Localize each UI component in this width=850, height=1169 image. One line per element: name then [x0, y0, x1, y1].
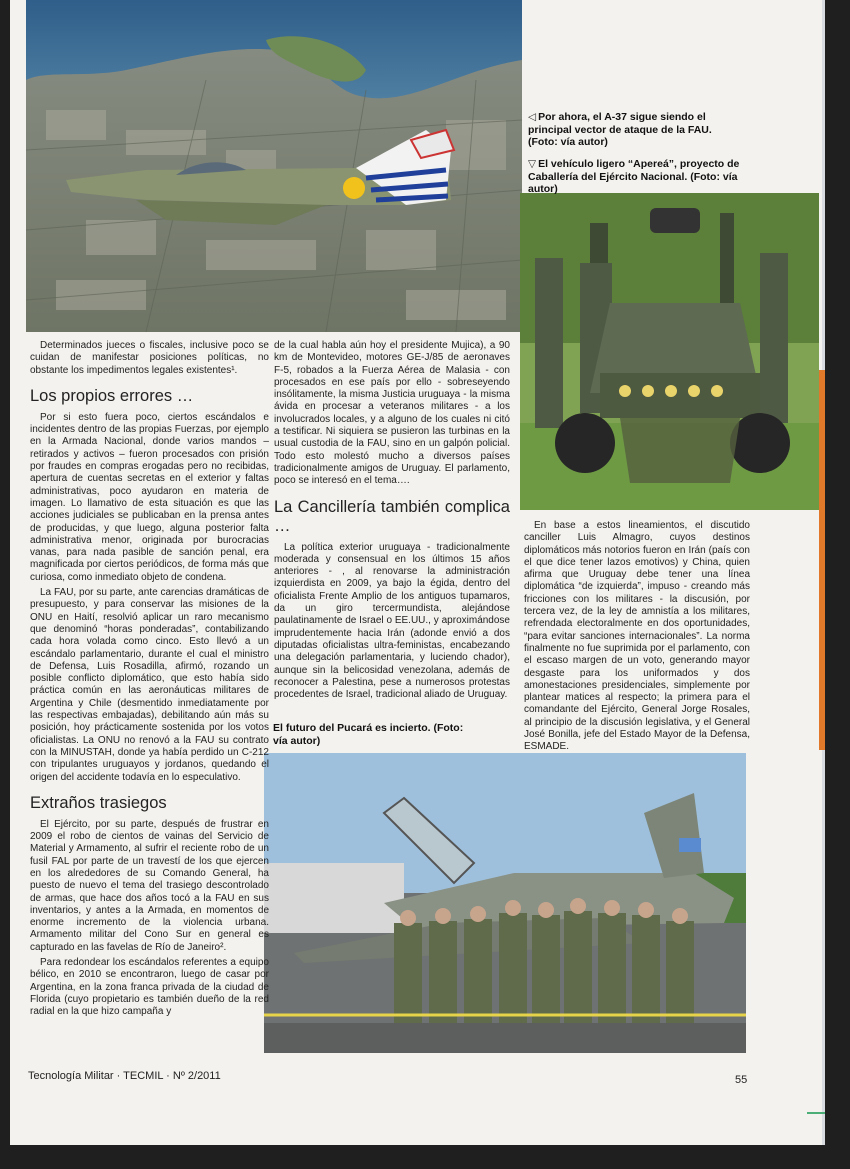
caption-pucara [273, 722, 473, 747]
heading-cancilleria: La Cancillería también complica … [274, 497, 510, 535]
paragraph-cancilleria: La política exterior uruguaya - tradicionalmente moderada y consensual en los últimos 15 años anteriores - , al renovarse la administración izquierdista en 2009, ya bajo la égida, dentro del oficialista Frente Amplio de los antiguos tupamaros, da un giro tercermundista, alejándose paulatinamente de Israel o EE.UU., y aproximándose imprudentemente hacia Irán (adonde envió a dos diputadas oficialistas ultra-feministas, encabezando una delegación parlamentaria, y luciendo chador), aunque sin la belicosidad venezolana, además de reconocer a Palestina, pese a numerosos protestas procedentes de Israel, tradicional aliado de Uruguay. [274, 541, 510, 701]
heading-errores: Los propios errores … [30, 386, 194, 405]
paragraph-trasiegos-1: El Ejército, por su parte, después de frustrar en 2009 el robo de cientos de vainas del Servicio de Material y Armamento, al sufrir el reciente robo de un fusil FAL por parte de un travestí de los que ejercen en los alrededores de su Comando General, ha puesto de nuevo el tema del trasiego descontrolado de armas, que hace dos años tocó a la FAU en sus inventarios, y antes a la Armada, en momentos de enorme incremento de la violencia urbana. Armamento militar del Cono Sur en general es capturado en las favelas de Río de Janeiro². [30, 818, 269, 953]
caption-vehicle-text: El vehículo ligero “Apereá”, proyecto de Caballería del Ejército Nacional. (Foto: vía autor) [528, 158, 740, 195]
caption-a37-text: Por ahora, el A-37 sigue siendo el principal vector de ataque de la FAU. (Foto: vía autor) [528, 111, 712, 148]
paragraph-continuation: de la cual habla aún hoy el presidente Mujica), a 90 km de Montevideo, motores GE-J/85 de aeronaves F-5, robados a la Fuerza Aérea de Malasia - con procesados en ese país por ello - sobreseyendo insólitamente, la misma Justicia uruguaya - la misma ávida en procesar a veteranos militares - a los involucrados locales, y a alguno de los cuales ni citó a testificar. Ni siquiera se pusieron las turbinas en la usual custodia de la FAU, sino en un galpón policial. Todo esto molestó mucho a diversos países tradicionalmente amigos de Uruguay. El parlamento, poco se interesó en el tema…. [274, 340, 510, 487]
right-column [524, 520, 750, 754]
paragraph-lineamientos: En base a estos lineamientos, el discutido canciller Luis Almagro, cuyos destinos diplomáticos más notorios fueron en Irán (país con el que dice tener lazos emotivos) y China, quien afirma que Uruguay debe tener una línea diplomática “de izquierda”, impuso - creando más fricciones con los militares - la discusión, por tercera vez, de la ley de amnistía a los militares, refrendada electoralmente en dos oportunidades, “para evitar sanciones internacionales”. La norma finalmente no fue suprimida por el parlamento, con el escaso margen de un voto, generando mayor desgaste para los uniformados y dos amonestaciones presidenciales, simplemente por plantear matices al respecto; la primera para el comandante del Ejército, General Jorge Rosales, al principio de la discusión legislativa, y el General José Bonilla, jefe del Estado Mayor de la Defensa, ESMADE. [524, 520, 750, 753]
caption-marker-left: ◁ [528, 111, 537, 123]
intro-paragraph: Determinados jueces o fiscales, inclusive poco se cuidan de manifestar posiciones políticas, no obstante los impedimentos legales existentes¹. [30, 340, 269, 376]
paragraph-errores-1: Por si esto fuera poco, ciertos escándalos e incidentes dentro de las propias Fuerzas, por ejemplo en la Armada Nacional, donde varios mandos – retirados y activos – fueron procesados con prisión por fraudes en compras erogadas pero no recibidas, apertura de cuentas secretas en el exterior y faltas administrativas, poco ayudaron en materia de imagen. Lo llamativo de esta situación es que las acciones judiciales se publicaban en la prensa antes de producidas, y que luego, alguna posterior falta administrativa menor, originada por burocracias vanas, para nada pasible de sanción penal, era magnificada por ciertos periódicos, de forma más que curiosa, como inmediato objeto de condena. [30, 411, 269, 583]
caption-pucara-text: El futuro del Pucará es incierto. (Foto: vía autor) [273, 722, 464, 747]
caption-marker-down: ▽ [528, 158, 537, 170]
photo-a37-over-city [26, 0, 522, 332]
page-edge-tick [807, 1112, 825, 1114]
paragraph-errores-2: La FAU, por su parte, ante carencias dramáticas de presupuesto, y para conservar las misiones de la ONU en Haití, resolvió aplicar un raro mecanismo que denominó “horas ponderadas”, contabilizando cada hora volada como cinco. Esto llevó a un escándalo parlamentario, durante el cual el ministro de Defensa, Luis Rosadilla, afirmó, rozando un posible conflicto diplomático, que esto había sido práctica común en las aeronáuticas militares de Argentina y Chile (desmentido inmediatamente por las respectivas embajadas), debilitando aún más su posición, hoy prácticamente sostenida por los votos oficialistas. La ONU no renovó a la FAU su contrato con la MINUSTAH, donde ya había perdido un C-212 con tripulantes uruguayos y jordanos, quedando el origen del accidente todavía en lo especulativo. [30, 587, 269, 783]
footer-publication: Tecnología Militar · TECMIL · Nº 2/2011 [28, 1070, 221, 1082]
left-column [30, 340, 269, 1019]
paragraph-trasiegos-2: Para redondear los escándalos referentes a equipo bélico, en 2010 se encontraron, luego de casar por Argentina, en la zona franca privada de la ciudad de Florida (cuyo propietario es también dueño de la red radial en la que hizo campaña y [30, 957, 269, 1018]
magazine-page [10, 0, 825, 1145]
page-edge-accent [819, 370, 825, 750]
middle-column [274, 340, 510, 701]
photo-pucara-crew [264, 753, 746, 1053]
caption-a37 [528, 111, 743, 149]
caption-vehicle [528, 158, 743, 196]
photo-vehicle-aperea [520, 193, 819, 510]
page-number: 55 [735, 1074, 748, 1086]
heading-trasiegos: Extraños trasiegos [30, 793, 167, 812]
